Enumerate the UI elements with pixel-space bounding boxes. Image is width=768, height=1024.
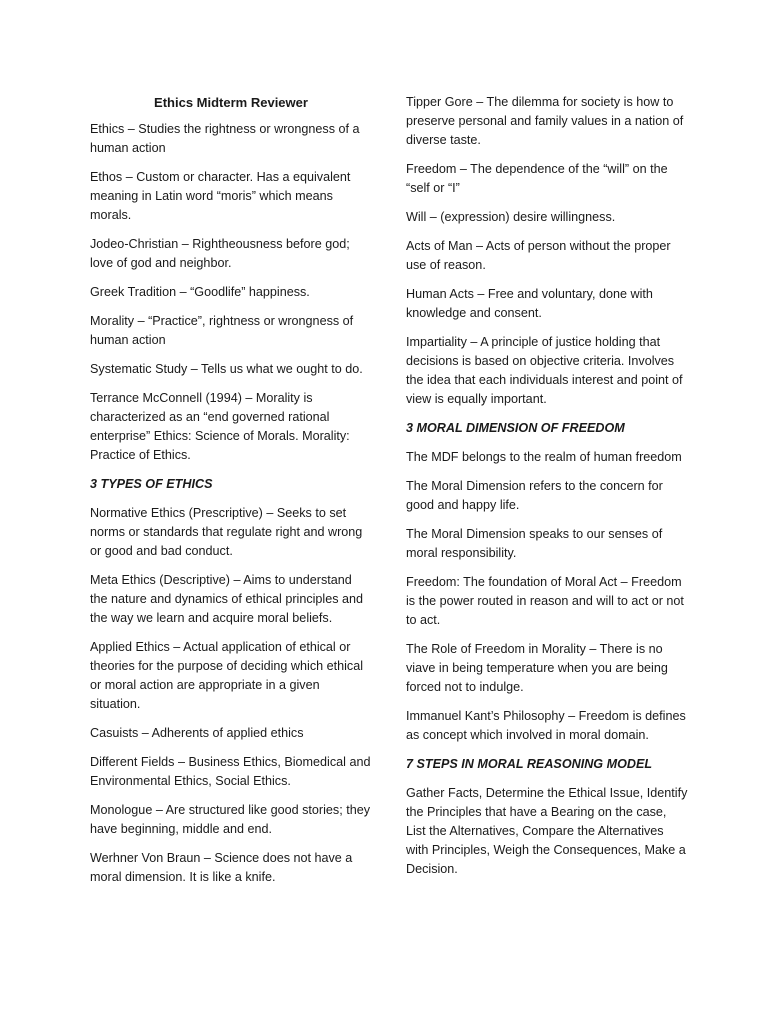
entry-moral-dimension-concern: The Moral Dimension refers to the concern for good and happy life. xyxy=(406,479,663,512)
entry-systematic-study: Systematic Study – Tells us what we ought to do. xyxy=(90,362,363,376)
left-column xyxy=(90,93,372,897)
entry-role-of-freedom: The Role of Freedom in Morality – There is no viave in being temperature when you are being forced not to indulge. xyxy=(406,642,668,694)
entry-meta-ethics: Meta Ethics (Descriptive) – Aims to understand the nature and dynamics of ethical principles and the way we learn and acquire moral beliefs. xyxy=(90,573,364,625)
entry-tipper-gore: Tipper Gore – The dilemma for society is how to preserve personal and family values in a nation of diverse taste. xyxy=(406,95,684,147)
section-heading-moral-dimension: 3 MORAL DIMENSION OF FREEDOM xyxy=(406,421,625,435)
entry-greek-tradition: Greek Tradition – “Goodlife” happiness. xyxy=(90,285,310,299)
entry-acts-of-man: Acts of Man – Acts of person without the proper use of reason. xyxy=(406,239,671,272)
entry-normative-ethics: Normative Ethics (Prescriptive) – Seeks to set norms or standards that regulate right and wrong or good and bad conduct. xyxy=(90,506,363,558)
entry-morality: Morality – “Practice”, rightness or wrongness of human action xyxy=(90,314,354,347)
right-column xyxy=(406,93,688,889)
entry-seven-steps: Gather Facts, Determine the Ethical Issue, Identify the Principles that have a Bearing on the case, List the Alternatives, Compare the Alternatives with Principles, Weigh the Consequences, Make a Decision. xyxy=(406,786,688,876)
entry-freedom-foundation: Freedom: The foundation of Moral Act – Freedom is the power routed in reason and will to act or not to act. xyxy=(406,575,684,627)
entry-human-acts: Human Acts – Free and voluntary, done with knowledge and consent. xyxy=(406,287,653,320)
entry-ethos: Ethos – Custom or character. Has a equivalent meaning in Latin word “moris” which means morals. xyxy=(90,170,351,222)
entry-applied-ethics: Applied Ethics – Actual application of ethical or theories for the purpose of deciding which ethical or moral action are appropriate in a given situation. xyxy=(90,640,364,711)
entry-ethics: Ethics – Studies the rightness or wrongness of a human action xyxy=(90,122,360,155)
entry-impartiality: Impartiality – A principle of justice holding that decisions is based on objective criteria. Involves the idea that each individuals interest and point of view is equally important. xyxy=(406,335,683,406)
entry-jodeo-christian: Jodeo-Christian – Rightheousness before god; love of god and neighbor. xyxy=(90,237,350,270)
document-title: Ethics Midterm Reviewer xyxy=(154,95,308,110)
entry-monologue: Monologue – Are structured like good stories; they have beginning, middle and end. xyxy=(90,803,371,836)
entry-werhner-von-braun: Werhner Von Braun – Science does not have a moral dimension. It is like a knife. xyxy=(90,851,353,884)
entry-freedom: Freedom – The dependence of the “will” on the “self or “I” xyxy=(406,162,668,195)
section-heading-moral-reasoning: 7 STEPS IN MORAL REASONING MODEL xyxy=(406,757,653,771)
entry-terrance-mcconnell: Terrance McConnell (1994) – Morality is characterized as an “end governed rational enterprise” Ethics: Science of Morals. Morality: Practice of Ethics. xyxy=(90,391,350,462)
entry-immanuel-kant: Immanuel Kant’s Philosophy – Freedom is defines as concept which involved in moral domain. xyxy=(406,709,686,742)
entry-different-fields: Different Fields – Business Ethics, Biomedical and Environmental Ethics, Social Ethics. xyxy=(90,755,371,788)
entry-casuists: Casuists – Adherents of applied ethics xyxy=(90,726,304,740)
entry-mdf-realm: The MDF belongs to the realm of human freedom xyxy=(406,450,682,464)
entry-moral-dimension-responsibility: The Moral Dimension speaks to our senses of moral responsibility. xyxy=(406,527,663,560)
section-heading-types-of-ethics: 3 TYPES OF ETHICS xyxy=(90,477,213,491)
entry-will: Will – (expression) desire willingness. xyxy=(406,210,616,224)
